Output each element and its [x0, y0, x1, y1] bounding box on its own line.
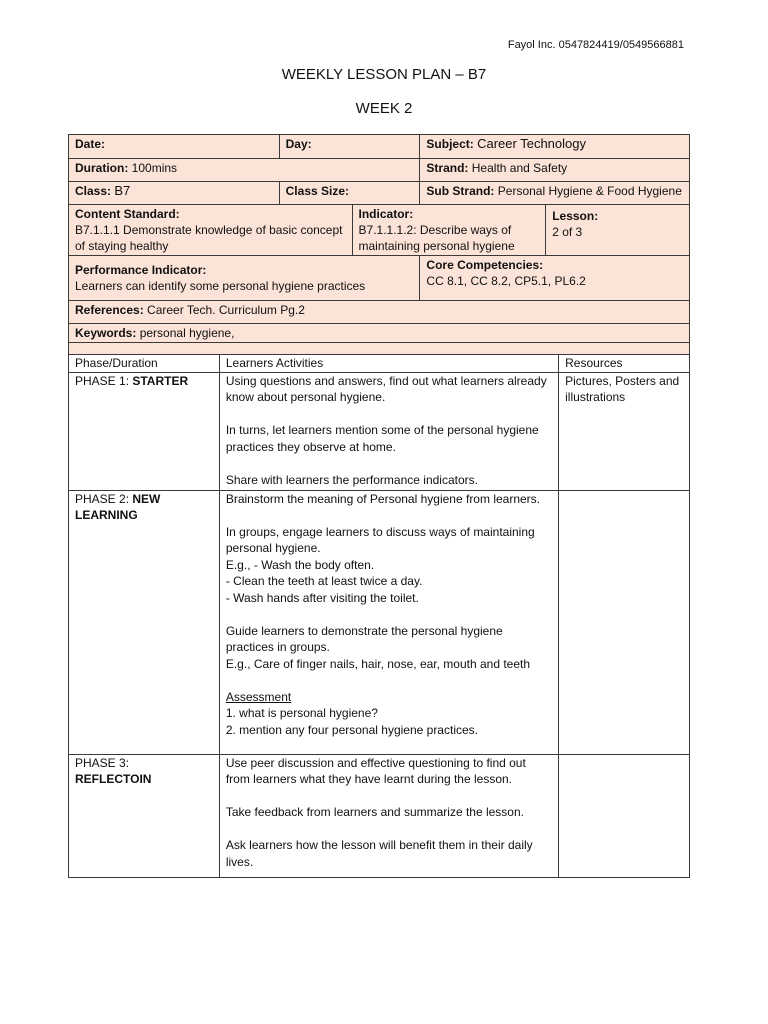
- class-cell: [69, 182, 280, 205]
- phase2-assessment: [226, 689, 552, 739]
- performance-indicator-label: Performance Indicator:: [75, 263, 207, 277]
- phase1-name: STARTER: [132, 373, 189, 388]
- day-label: Day:: [285, 137, 312, 151]
- header-contact: Fayol Inc. 0547824419/0549566881: [507, 39, 684, 51]
- phase2-activity-3: [226, 623, 552, 673]
- references-label: References:: [75, 303, 144, 317]
- duration-cell: [69, 159, 420, 182]
- phase2-name-cell: [69, 490, 220, 754]
- phase3-activity-3: Ask learners how the lesson will benefit them in their daily lives.: [225, 838, 533, 869]
- week-title: WEEK 2: [355, 100, 413, 117]
- content-standard-cell: [69, 205, 353, 256]
- phase2-activity-1: Brainstorm the meaning of Personal hygiene from learners.: [225, 491, 540, 506]
- keywords-cell: [69, 324, 690, 343]
- references-cell: [69, 301, 690, 324]
- core-competencies-value: CC 8.1, CC 8.2, CP5.1, PL6.2: [426, 274, 586, 288]
- phase3-activities-cell: [219, 754, 558, 877]
- phase1-activity-2: In turns, let learners mention some of the personal hygiene practices they observe at home.: [225, 423, 539, 454]
- phase2-name: NEW LEARNING: [75, 491, 161, 522]
- phase1-activities-cell: [219, 372, 558, 490]
- phase1-row: [69, 372, 690, 490]
- date-label: Date:: [75, 137, 106, 151]
- phase2-activity-2-line-1: In groups, engage learners to discuss ways of maintaining personal hygiene.: [225, 524, 535, 555]
- phase2-row: [69, 490, 690, 754]
- assessment-item-1: 1. what is personal hygiene?: [225, 706, 378, 720]
- lesson-value: 2 of 3: [552, 225, 583, 239]
- strand-value: Health and Safety: [471, 161, 568, 175]
- page-title: WEEKLY LESSON PLAN – B7: [281, 66, 487, 83]
- content-standard-value: B7.1.1.1 Demonstrate knowledge of basic concept of staying healthy: [75, 223, 343, 253]
- subject-label: Subject:: [426, 137, 474, 151]
- phase2-activity-2-line-3: - Clean the teeth at least twice a day.: [225, 574, 423, 588]
- phase3-name-cell: [69, 754, 220, 877]
- date-cell: [69, 135, 280, 159]
- assessment-item-2: 2. mention any four personal hygiene practices.: [225, 722, 478, 737]
- duration-value: 100mins: [131, 161, 178, 175]
- phase2-activities-cell: [219, 490, 558, 754]
- phase1-activity-3: Share with learners the performance indicators.: [225, 472, 478, 487]
- phase3-activity-2: Take feedback from learners and summarize the lesson.: [225, 805, 524, 819]
- duration-label: Duration:: [75, 161, 129, 175]
- phase1-activity-1: Using questions and answers, find out what learners already know about personal hygiene.: [225, 373, 547, 404]
- phase2-activity-3-line-2: E.g., Care of finger nails, hair, nose, ear, mouth and teeth: [225, 656, 531, 671]
- phase2-activity-3-line-1: Guide learners to demonstrate the personal hygiene practices in groups.: [225, 623, 503, 654]
- phase2-activity-2-line-4: - Wash hands after visiting the toilet.: [225, 590, 419, 605]
- strand-cell: [420, 159, 690, 182]
- core-competencies-label: Core Competencies:: [426, 258, 544, 272]
- phase2-resources-cell: [559, 490, 690, 754]
- phase-table: [68, 354, 690, 878]
- class-label: Class:: [75, 184, 112, 198]
- core-competencies-cell: [420, 256, 690, 301]
- phase2-prefix: PHASE 2:: [75, 491, 133, 506]
- phase2-activity-2: [226, 524, 552, 607]
- lesson-label: Lesson:: [552, 209, 599, 223]
- sub-strand-value: Personal Hygiene & Food Hygiene: [497, 184, 682, 198]
- header-resources: Resources: [559, 355, 690, 373]
- lesson-cell: [546, 205, 690, 256]
- phase3-name: REFLECTOIN: [75, 772, 152, 786]
- lesson-info-table: [68, 134, 690, 358]
- content-standard-label: Content Standard:: [75, 207, 180, 221]
- keywords-label: Keywords:: [75, 326, 137, 340]
- phase3-row: [69, 754, 690, 877]
- phase3-activity-1: Use peer discussion and effective questioning to find out from learners what they have learnt during the lesson.: [225, 755, 526, 786]
- header-learners-activities: Learners Activities: [219, 355, 558, 373]
- strand-label: Strand:: [426, 161, 469, 175]
- phase2-activity-2-line-2: E.g., - Wash the body often.: [225, 557, 375, 572]
- sub-strand-label: Sub Strand:: [426, 184, 495, 198]
- performance-indicator-value: Learners can identify some personal hygiene practices: [75, 279, 366, 293]
- phase1-prefix: PHASE 1:: [75, 373, 133, 388]
- references-value: Career Tech. Curriculum Pg.2: [147, 303, 305, 317]
- header-phase-duration: Phase/Duration: [69, 355, 220, 373]
- class-value: B7: [114, 183, 131, 198]
- indicator-cell: [352, 205, 546, 256]
- class-size-cell: [279, 182, 420, 205]
- performance-indicator-cell: [69, 256, 420, 301]
- keywords-value: personal hygiene,: [139, 326, 235, 340]
- day-cell: [279, 135, 420, 159]
- subject-value: Career Technology: [477, 136, 586, 151]
- phase3-prefix: PHASE 3:: [75, 755, 130, 770]
- subject-cell: [420, 135, 690, 159]
- phase1-name-cell: [69, 372, 220, 490]
- phase3-resources-cell: [559, 754, 690, 877]
- indicator-value: B7.1.1.1.2: Describe ways of maintaining personal hygiene: [358, 223, 515, 253]
- assessment-title: Assessment: [225, 689, 292, 704]
- sub-strand-cell: [420, 182, 690, 205]
- indicator-label: Indicator:: [358, 207, 414, 221]
- class-size-label: Class Size:: [285, 184, 350, 198]
- phase1-resources-cell: Pictures, Posters and illustrations: [559, 372, 690, 490]
